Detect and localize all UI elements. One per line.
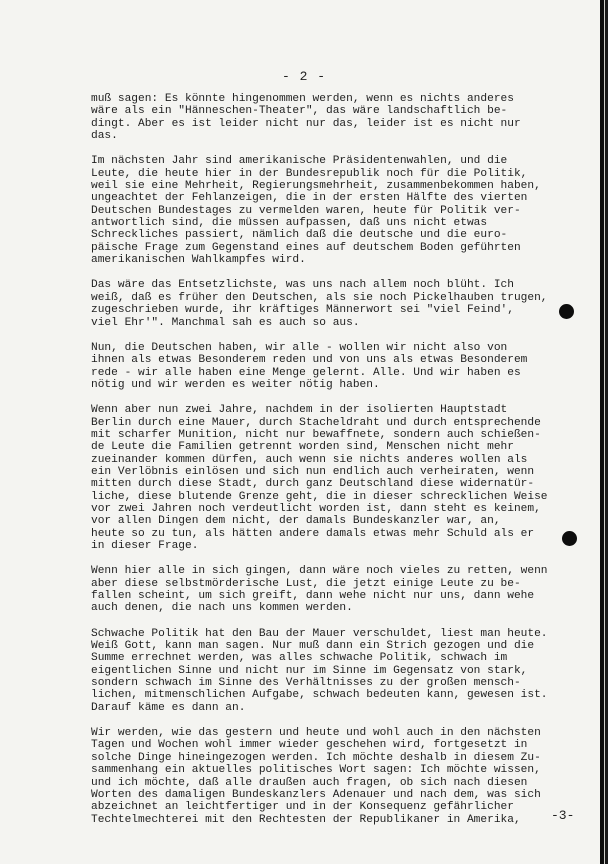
paragraph xyxy=(91,93,591,142)
text-line: nötig und wir werden es weiter nötig haben. xyxy=(91,378,380,391)
paragraph xyxy=(91,342,591,391)
text-line: de Leute die Familien getrennt worden sind, Menschen nicht mehr xyxy=(91,441,514,454)
paragraph xyxy=(91,727,591,826)
text-line: und ich möchte, daß alle draußen auch fragen, ob sich nach diesen xyxy=(91,776,528,789)
text-line: rede - wir alle haben eine Menge gelernt. Alle. Und wir haben es xyxy=(91,366,521,379)
text-line: ungeachtet der Fehlanzeigen, die in der ersten Hälfte des vierten xyxy=(91,192,528,205)
text-line: Schreckliches passiert, nämlich daß die deutsche und die euro- xyxy=(91,229,508,242)
text-line: in dieser Frage. xyxy=(91,540,199,552)
paragraph xyxy=(91,279,591,328)
paragraph xyxy=(91,155,591,266)
text-line: antwortlich sind, die müssen aufpassen, daß uns nicht etwas xyxy=(91,217,488,230)
text-line: Berlin durch eine Mauer, durch Stacheldraht und durch entsprechende xyxy=(91,416,541,429)
text-line: abzeichnet an leichtfertiger und in der Konsequenz gefährlicher xyxy=(91,801,514,814)
text-line: mit scharfer Munition, nicht nur bewaffnete, sondern auch schießen- xyxy=(91,428,541,441)
text-line: mitten durch diese Stadt, durch ganz Deutschland diese widernatür- xyxy=(91,478,535,491)
text-line: lichen, mitmenschlichen Aufgabe, schwach bedeuten kann, gewesen ist. xyxy=(91,689,548,702)
text-line: zugeschrieben wurde, ihr kräftiges Männerwort sei "viel Feind', xyxy=(91,304,514,317)
body-text xyxy=(91,93,591,839)
text-line: Leute, die heute hier in der Bundesrepublik noch für die Politik, xyxy=(91,167,528,180)
text-line: liche, diese blutende Grenze geht, die in dieser schrecklichen Weise xyxy=(91,490,548,503)
text-line: aber diese selbstmörderische Lust, die jetzt einige Leute zu be- xyxy=(91,577,521,590)
continuation-mark: -3- xyxy=(551,808,575,823)
text-line: dingt. Aber es ist leider nicht nur das, leider ist es nicht nur xyxy=(91,117,521,130)
punch-hole-lower xyxy=(562,531,577,546)
text-line: zueinander kommen dürfen, auch wenn sie nichts anderes wollen als xyxy=(91,453,528,466)
text-line: ein Verlöbnis einlösen und sich nun endlich auch verheiraten, wenn xyxy=(91,465,535,478)
text-line: vor zwei Jahren noch verdeutlicht worden ist, dann steht es keinem, xyxy=(91,502,541,515)
text-line: Nun, die Deutschen haben, wir alle - wollen wir nicht also von xyxy=(91,341,508,354)
text-line: Das wäre das Entsetzlichste, was uns nach allem noch blüht. Ich xyxy=(91,279,514,292)
text-line: auch denen, die nach uns kommen werden. xyxy=(91,602,353,615)
text-line: fallen scheint, um sich greift, dann wehe nicht nur uns, dann wehe xyxy=(91,590,535,603)
text-line: weil sie eine Mehrheit, Regierungsmehrheit, zusammenbekommen haben, xyxy=(91,180,541,193)
scan-edge xyxy=(600,0,604,864)
text-line: das. xyxy=(91,130,118,143)
text-line: Worten des damaligen Bundeskanzlers Adenauer und nach dem, was sich xyxy=(91,788,541,801)
text-line: Tagen und Wochen wohl immer wieder geschehen wird, fortgesetzt in xyxy=(91,739,528,752)
text-line: Im nächsten Jahr sind amerikanische Präsidentenwahlen, und die xyxy=(91,155,508,168)
text-line: muß sagen: Es könnte hingenommen werden, wenn es nichts anderes xyxy=(91,93,514,105)
paragraph xyxy=(91,628,591,714)
text-line: solche Dinge hineingezogen werden. Ich möchte deshalb in diesem Zu- xyxy=(91,751,541,764)
text-line: heute so zu tun, als hätten andere damals etwas mehr Schuld als er xyxy=(91,527,535,540)
text-line: wäre als ein "Hänneschen-Theater", das wäre landschaftlich be- xyxy=(91,105,508,118)
text-line: vor allen Dingen dem nicht, der damals Bundeskanzler war, an, xyxy=(91,515,501,528)
text-line: weiß, daß es früher den Deutschen, als sie noch Pickelhauben trugen, xyxy=(91,291,548,304)
text-line: eigentlichen Sinne und nicht nur im Sinne im Gegensatz von stark, xyxy=(91,664,528,677)
text-line: päische Frage zum Gegenstand eines auf deutschem Boden geführten xyxy=(91,241,521,254)
paragraph xyxy=(91,404,591,552)
text-line: ihnen als etwas Besonderem reden und von uns als etwas Besonderem xyxy=(91,354,528,367)
page-number: - 2 - xyxy=(282,69,327,84)
text-line: Weiß Gott, kann man sagen. Nur muß dann ein Strich gezogen und die xyxy=(91,640,535,653)
text-line: Darauf käme es dann an. xyxy=(91,701,246,714)
text-line: Wir werden, wie das gestern und heute und wohl auch in den nächsten xyxy=(91,727,541,740)
text-line: viel Ehr'". Manchmal sah es auch so aus. xyxy=(91,316,360,329)
text-line: Deutschen Bundestages zu vermelden waren, heute für Politik ver- xyxy=(91,204,521,217)
text-line: Summe errechnet werden, was alles schwache Politik, schwach im xyxy=(91,652,508,665)
text-line: amerikanischen Wahlkampfes wird. xyxy=(91,254,306,267)
paragraph xyxy=(91,565,591,614)
text-line: Wenn aber nun zwei Jahre, nachdem in der isolierten Hauptstadt xyxy=(91,404,508,417)
punch-hole-upper xyxy=(559,304,574,319)
text-line: Schwache Politik hat den Bau der Mauer verschuldet, liest man heute. xyxy=(91,627,548,640)
text-line: sammenhang ein aktuelles politisches Wort sagen: Ich möchte wissen, xyxy=(91,764,541,777)
text-line: Techtelmechterei mit den Rechtesten der Republikaner in Amerika, xyxy=(91,813,521,826)
text-line: Wenn hier alle in sich gingen, dann wäre noch vieles zu retten, wenn xyxy=(91,565,548,578)
text-line: sondern schwach im Sinne des Verhältnisses zu der großen mensch- xyxy=(91,677,521,690)
